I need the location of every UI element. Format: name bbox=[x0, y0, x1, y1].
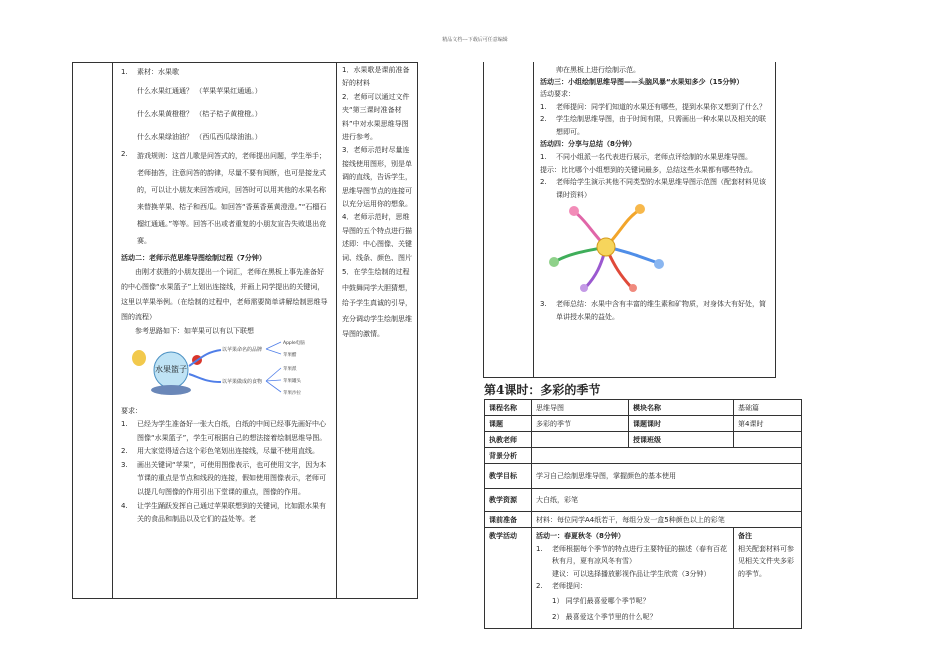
list-item: 2. 用大家觉得适合这个彩色笔划出连接线，尽量不使用直线。 bbox=[121, 445, 330, 459]
diagram-connector bbox=[189, 374, 221, 382]
background-label: 背景分析 bbox=[485, 448, 532, 464]
background-value bbox=[532, 448, 802, 464]
note-text: 相关配套材料可参见相关文件夹多彩的季节。 bbox=[738, 544, 794, 578]
activity-label: 教学活动 bbox=[485, 528, 532, 629]
class-value bbox=[734, 432, 802, 448]
note-item: 3．老师示范时尽量连接线使用图形，别是单调的直线，告诉学生，思维导图节点的连接可以充分运用你的想象。 bbox=[342, 146, 412, 209]
diagram-leaf: Apple电脑 bbox=[283, 341, 305, 346]
fruit-icon bbox=[132, 350, 146, 366]
diagram-leaf: 苹果罐头 bbox=[283, 379, 301, 384]
item-text: 素材：水果歌 bbox=[137, 68, 179, 76]
list-item: 1. 老师提问：同学们知道的水果还有哪些，提到水果你又想到了什么？ bbox=[540, 101, 770, 114]
list-item: 1. 不同小组派一名代表进行展示，老师点评绘制的水果思维导图。 bbox=[540, 151, 770, 164]
note-label: 备注 bbox=[738, 532, 752, 540]
list-item: 2. 学生绘制思维导图，由于时间有限，只需画出一种水果以及相关的联想即可。 bbox=[540, 113, 770, 138]
module-label: 模块名称 bbox=[629, 400, 734, 416]
requirements-label: 要求： bbox=[121, 407, 142, 415]
module-value: 基础篇 bbox=[734, 400, 802, 416]
goal-label: 教学目标 bbox=[485, 464, 532, 489]
list-item: 4. 让学生踊跃发挥自己通过苹果联想到的关键词，比如跟水果有关的食品和制品以及它们的益处等。老 bbox=[121, 500, 330, 527]
course-name-value: 思维导图 bbox=[532, 400, 629, 416]
item-text: 游戏规则：这首儿歌是问答式的，老师提出问题，学生举手；老师抽答，注意问答的韵律，尽量不要有间断，也可是接龙式的，可以让小朋友来回答或问，回答时可以用其他的水果名称来替换苹果、桔子和西瓜。如回答“香蕉香蕉黄澄澄。”“石榴石榴红通通。”等等。回答不出或者重复的小朋友宣告失败退出竞赛。 bbox=[137, 152, 327, 245]
left-notes-column bbox=[337, 63, 417, 598]
course-table bbox=[484, 399, 802, 629]
resource-value: 大白纸，彩笔 bbox=[532, 489, 802, 512]
activity-title: 活动四：分享与总结（8分钟） bbox=[540, 140, 636, 149]
right-content-column bbox=[534, 62, 776, 323]
list-item: 1. 素材：水果歌 bbox=[121, 66, 330, 79]
item-text: 老师总结：水果中含有丰富的维生素和矿物质，对身体大有好处，简单讲授水果的益处。 bbox=[556, 300, 766, 321]
note-item: 4．老师示范时，思维导图的五个特点进行描述即：中心图像、关键词、线条、颜色、图片 bbox=[342, 213, 412, 262]
item-text: 不同小组派一名代表进行展示，老师点评绘制的水果思维导图。 bbox=[556, 153, 752, 162]
list-item: 3. 画出关键词“苹果”，可使用图像表示，也可使用文字，因为本节课的重点是节点和线段的连接，假如使用图像表示，老师可以提几句图像的作用引出下堂课的重点，图像的作用。 bbox=[121, 459, 330, 500]
prep-value: 材料：每位同学A4纸若干，每组分发一盒5种颜色以上的彩笔 bbox=[532, 512, 802, 528]
left-label-column bbox=[73, 63, 113, 598]
diagram-leaf: 苹果醋 bbox=[283, 353, 297, 358]
tip-text: 提示：比比哪个小组想到的关键词最多，总结这些水果都有哪些特点。 bbox=[540, 165, 757, 174]
list-item: 1. 老师根据每个季节的特点进行主要特征的描述（春有百花秋有月，夏有凉风冬有雪） bbox=[536, 543, 729, 568]
item-text: 学生绘制思维导图，由于时间有限，只需画出一种水果以及相关的联想即可。 bbox=[556, 115, 766, 136]
topic-label: 课题 bbox=[485, 416, 532, 432]
diagram-leaf: 苹果派 bbox=[283, 367, 297, 372]
activity-content bbox=[532, 528, 734, 629]
left-lesson-table bbox=[72, 62, 418, 599]
fruit-mindmap-image bbox=[546, 201, 666, 293]
item-text: 老师提问： bbox=[552, 582, 587, 590]
table-row bbox=[485, 528, 802, 629]
note-item: 2．老师可以通过文件夹“第三课时准备材料”中对水果思维导图进行参考。 bbox=[342, 92, 410, 142]
left-content-column bbox=[113, 63, 337, 598]
right-label-column bbox=[484, 62, 534, 377]
item-text: 老师根据每个季节的特点进行主要特征的描述（春有百花秋有月，夏有凉风冬有雪） bbox=[552, 544, 727, 565]
diagram-branch: 以苹果命名的品牌 bbox=[222, 347, 263, 353]
activity-title: 活动一：春夏秋冬（8分钟） bbox=[536, 532, 625, 540]
riddle-line: 什么水果绿油油？ （西瓜西瓜绿油油。） bbox=[137, 133, 262, 141]
table-row bbox=[485, 489, 802, 512]
list-item: 2. 游戏规则：这首儿歌是问答式的，老师提出问题，学生举手；老师抽答，注意问答的韵律，尽量不要有间断，也可是接龙式的，可以让小朋友来回答或问，回答时可以用其他的水果名称来替换苹果、桔子和西瓜。如回答“香蕉香蕉黄澄澄。”“石榴石榴红通通。”等等。回答不出或者重复的小朋友宣告失败退出竞赛。 bbox=[121, 148, 330, 250]
fruit-icon bbox=[654, 259, 664, 269]
paragraph: 帅在黑板上进行绘制示范。 bbox=[556, 66, 640, 74]
teacher-value bbox=[532, 432, 629, 448]
diagram-center-label: 水果篮子 bbox=[155, 365, 187, 374]
diagram-connector bbox=[266, 368, 281, 381]
list-item: 2. 老师给学生演示其他不同类型的水果思维导图示范图（配套材料见该课时资料） bbox=[540, 176, 770, 201]
diagram-connector bbox=[266, 381, 281, 392]
course-name-label: 课程名称 bbox=[485, 400, 532, 416]
diagram-leaf: 苹果沙拉 bbox=[283, 391, 301, 396]
item-text: 画出关键词“苹果”，可使用图像表示，也可使用文字，因为本节课的重点是节点和线段的连接，假如使用图像表示，老师可以提几句图像的作用引出下堂课的重点，图像的作用。 bbox=[137, 460, 327, 496]
diagram-connector bbox=[266, 342, 281, 349]
table-row bbox=[485, 512, 802, 528]
topic-value: 多彩的季节 bbox=[532, 416, 629, 432]
item-text: 用大家觉得适合这个彩色笔划出连接线，尽量不使用直线。 bbox=[137, 447, 319, 456]
riddle-line: 什么水果红通通？ （苹果苹果红通通。） bbox=[137, 87, 262, 95]
table-row bbox=[485, 416, 802, 432]
paragraph: 由刚才获胜的小朋友提出一个词汇，老师在黑板上事先准备好的中心图像“水果篮子”上划出连接线，并画上同学提出的关键词，这里以苹果举例。（在绘制的过程中，老师需要简单讲解绘制思维导图的流程） bbox=[121, 268, 328, 321]
list-item: 2. 老师提问： bbox=[536, 580, 729, 593]
period-label: 课题课时 bbox=[629, 416, 734, 432]
diagram-connector bbox=[266, 380, 281, 381]
activity-title: 活动三：小组绘制思维导图——头脑风暴“水果知多少（15分钟） bbox=[540, 77, 744, 86]
apple-mindmap-diagram bbox=[121, 338, 326, 400]
table-row bbox=[485, 432, 802, 448]
list-item: 3. 老师总结：水果中含有丰富的维生素和矿物质，对身体大有好处，简单讲授水果的益处。 bbox=[540, 298, 770, 323]
riddle-line: 什么水果黄橙橙？ （桔子桔子黄橙橙。） bbox=[137, 110, 262, 118]
prep-label: 课前准备 bbox=[485, 512, 532, 528]
fruit-icon bbox=[629, 284, 637, 292]
tip-text: 建议：可以选择播放影视作品让学生欣赏（3分钟） bbox=[552, 569, 711, 578]
item-text: 老师给学生演示其他不同类型的水果思维导图示范图（配套材料见该课时资料） bbox=[556, 178, 766, 199]
center-fruit-icon bbox=[597, 238, 615, 256]
question-item: 2） 最喜爱这个季节里的什么呢？ bbox=[552, 613, 657, 621]
requirements-label: 活动要求： bbox=[540, 90, 575, 99]
note-item: 1．水果歌是课前准备好的材料 bbox=[342, 66, 410, 88]
item-text: 老师提问：同学们知道的水果还有哪些，提到水果你又想到了什么？ bbox=[556, 102, 766, 111]
fruit-icon bbox=[635, 204, 645, 214]
list-item: 1. 已经为学生准备好一张大白纸，白纸的中间已经事先画好中心图像“水果篮子”，学生可根据自己的想法接着绘制思维导图。 bbox=[121, 418, 330, 445]
fruit-icon bbox=[549, 257, 559, 267]
item-text: 让学生踊跃发挥自己通过苹果联想到的关键词，比如跟水果有关的食品和制品以及它们的益处等。老 bbox=[137, 501, 326, 524]
table-row bbox=[485, 400, 802, 416]
activity-title: 活动二：老师示范思维导图绘制过程（7分钟） bbox=[121, 254, 266, 262]
fruit-icon bbox=[569, 206, 579, 216]
table-row bbox=[485, 448, 802, 464]
table-row bbox=[485, 464, 802, 489]
note-cell bbox=[734, 528, 802, 629]
question-item: 1） 同学们最喜爱哪个季节呢？ bbox=[552, 596, 650, 605]
teacher-label: 执教老师 bbox=[485, 432, 532, 448]
fruit-icon bbox=[580, 284, 588, 292]
class-label: 授课班级 bbox=[629, 432, 734, 448]
basket-base-icon bbox=[151, 385, 191, 395]
diagram-connector bbox=[266, 349, 281, 354]
period-value: 第4课时 bbox=[734, 416, 802, 432]
page-header: 精品文档---下载后可任意编辑 bbox=[442, 37, 508, 43]
note-item: 5．在学生绘制的过程中鼓舞同学大胆猜想，给予学生真诚的引导，充分调动学生绘制思维导图的激情。 bbox=[342, 268, 412, 339]
paragraph: 参考思路如下：如苹果可以有以下联想 bbox=[135, 327, 254, 335]
resource-label: 教学资源 bbox=[485, 489, 532, 512]
diagram-branch: 以苹果做成的食物 bbox=[222, 379, 263, 385]
item-text: 已经为学生准备好一张大白纸，白纸的中间已经事先画好中心图像“水果篮子”，学生可根据自己的想法接着绘制思维导图。 bbox=[137, 420, 327, 442]
right-continuation-table bbox=[483, 62, 776, 378]
goal-value: 学习自己绘制思维导图，掌握颜色的基本使用 bbox=[532, 464, 802, 489]
section-title: 第4课时：多彩的季节 bbox=[484, 383, 601, 397]
